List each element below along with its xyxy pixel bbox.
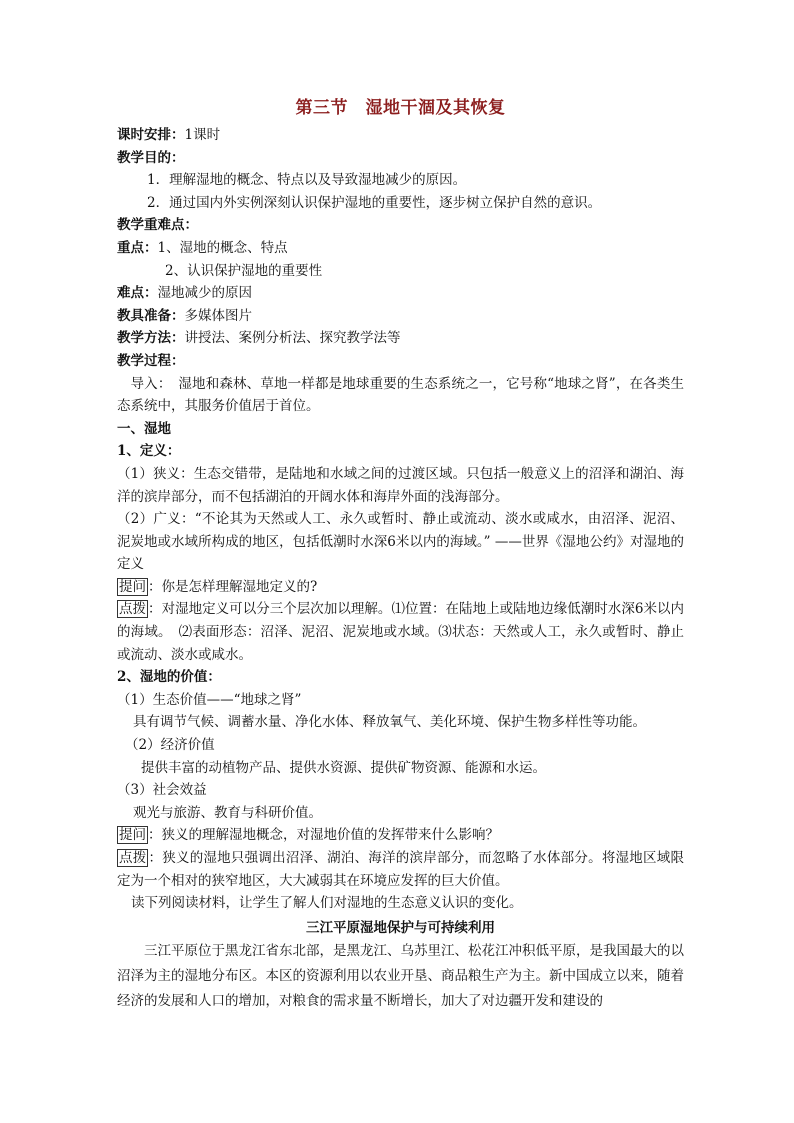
methods-line (117, 327, 684, 350)
value-heading: 2、湿地的价值： (117, 669, 221, 686)
methods-value: 讲授法、案例分析法、探究教学法等 (184, 330, 401, 347)
econ-value-text: 提供丰富的动植物产品、提供水资源、提供矿物资源、能源和水运。 (141, 759, 546, 776)
definition-narrow: （1）狭义：生态交错带，是陆地和水域之间的过渡区域。只包括一般意义上的沼泽和湖泊、海洋的滨岸部分，而不包括湖泊的开阔水体和海岸外面的浅海部分。 (117, 465, 684, 505)
tools-value: 多媒体图片 (184, 307, 252, 324)
goal-item-1: 1．理解湿地的概念、特点以及导致湿地减少的原因。 (147, 172, 467, 189)
key-points-line (117, 237, 684, 260)
tools-line (117, 305, 684, 328)
page-title: 第三节 湿地干涸及其恢复 (295, 98, 506, 118)
difficulty-line (117, 282, 684, 305)
question-1-text: ：你是怎样理解湿地定义的? (148, 578, 318, 595)
reading-text: 三江平原位于黑龙江省东北部，是黑龙江、乌苏里江、松花江冲积低平原，是我国最大的以沼泽为主的湿地分布区。本区的资源利用以农业开垦、商品粮生产为主。新中国成立以来，随着经济的发展和人口的增加，对粮食的需求量不断增长，加大了对边疆开发和建设的 (117, 943, 684, 1010)
eco-value-text: 具有调节气候、调蓄水量、净化水体、释放氧气、美化环境、保护生物多样性等功能。 (133, 714, 646, 731)
goal-item-2: 2．通过国内外实例深刻认识保护湿地的重要性，逐步树立保护自然的意识。 (147, 194, 602, 211)
definition-heading: 1、定义： (117, 443, 181, 460)
question-tag: 提问 (119, 827, 146, 844)
process-heading: 教学过程： (117, 352, 185, 369)
question-2 (117, 824, 684, 847)
answer-1 (117, 598, 684, 666)
key-difficult-heading: 教学重难点： (117, 217, 198, 234)
methods-label: 教学方法： (117, 330, 185, 347)
reading-prompt: 读下列阅读材料，让学生了解人们对湿地的生态意义认识的变化。 (131, 895, 523, 912)
key-points-label: 重点： (117, 239, 158, 256)
social-value-title: （3）社会效益 (117, 782, 207, 799)
answer-2-text: ：狭义的湿地只强调出沼泽、湖泊、海洋的滨岸部分，而忽略了水体部分。将湿地区域限定为一个相对的狭窄地区，大大减弱其在环境应发挥的巨大价值。 (117, 850, 685, 889)
hint-tag: 点拨 (119, 601, 147, 618)
tools-label: 教具准备： (117, 307, 185, 324)
schedule-label: 课时安排： (117, 127, 185, 143)
schedule-value: 1课时 (184, 127, 221, 143)
answer-2 (117, 847, 684, 892)
schedule-line (117, 124, 684, 147)
goals-heading: 教学目的： (117, 149, 185, 166)
social-value-text: 观光与旅游、教育与科研价值。 (133, 804, 322, 821)
hint-tag: 点拨 (119, 850, 147, 866)
section-wetland-heading: 一、湿地 (117, 420, 171, 437)
key-point-2: 2、认识保护湿地的重要性 (165, 262, 323, 279)
key-point-1: 1、湿地的概念、特点 (157, 239, 288, 256)
question-2-text: ：狭义的理解湿地概念，对湿地价值的发挥带来什么影响？ (148, 827, 499, 844)
question-tag: 提问 (119, 578, 146, 595)
reading-title: 三江平原湿地保护与可持续利用 (306, 919, 495, 936)
question-1 (117, 576, 684, 599)
intro-paragraph: 导入： 湿地和森林、草地一样都是地球重要的生态系统之一，它号称“地球之肾”，在各类生态系统中，其服务价值居于首位。 (117, 375, 684, 415)
eco-value-title: （1）生态价值——“地球之肾” (117, 691, 302, 708)
difficulty-label: 难点： (117, 285, 158, 302)
answer-1-text: ：对湿地定义可以分三个层次加以理解。⑴位置：在陆地上或陆地边缘低潮时水深6米以内的海域。 ⑵表面形态：沼泽、泥沼、泥炭地或水域。⑶状态：天然或人工，永久或暂时、静止或流动、淡水或咸水。 (117, 601, 684, 663)
difficulty-value: 湿地减少的原因 (157, 285, 252, 302)
definition-broad: （2）广义：“不论其为天然或人工、永久或暂时、静止或流动、淡水或咸水，由沼泽、泥沼、泥炭地或水域所构成的地区，包括低潮时水深6米以内的海域。” ——世界《湿地公约》对湿地的定义 (117, 511, 684, 573)
econ-value-title: （2）经济价值 (125, 737, 215, 754)
